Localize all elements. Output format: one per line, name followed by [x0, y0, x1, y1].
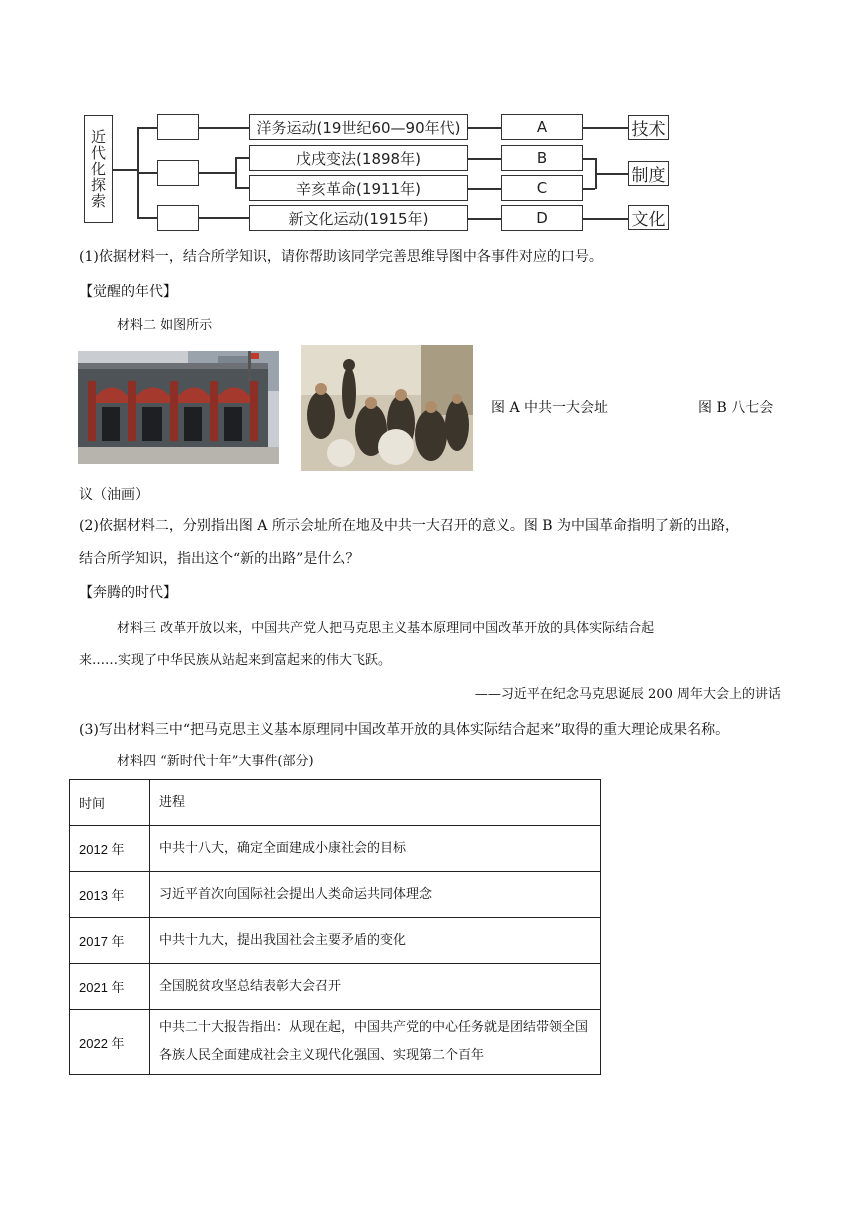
section-heading-rushing: 【奔腾的时代】	[79, 585, 177, 601]
table-cell-event: 中共二十大报告指出：从现在起，中国共产党的中心任务就是团结带领全国各族人民全面建成社会主义现代化强国、实现第二个百年	[150, 1010, 601, 1075]
material-3-line-1: 材料三 改革开放以来，中国共产党人把马克思主义基本原理同中国改革开放的具体实际结合起	[117, 621, 655, 636]
question-1: (1)依据材料一，结合所学知识，请你帮助该同学完善思维导图中各事件对应的口号。	[79, 249, 603, 265]
table-row	[70, 826, 601, 872]
table-cell-event: 习近平首次向国际社会提出人类命运共同体理念	[150, 872, 601, 918]
table-cell-year: 2022 年	[70, 1010, 150, 1075]
table-header-progress: 进程	[150, 780, 601, 826]
event-box-2: 戊戌变法(1898年)	[249, 145, 468, 171]
table-header-time: 时间	[70, 780, 150, 826]
table-cell-event: 中共十九大，提出我国社会主要矛盾的变化	[150, 918, 601, 964]
mind-map-diagram	[80, 110, 680, 235]
blank-box-2	[157, 160, 199, 186]
event-box-3: 辛亥革命(1911年)	[249, 175, 468, 201]
mind-map-root: 近代化探索	[84, 115, 113, 223]
question-2-line-1: (2)依据材料二，分别指出图 A 所示会址所在地及中共一大召开的意义。图 B 为中国革命指明了新的出路，	[79, 518, 740, 534]
blank-box-3	[157, 205, 199, 231]
table-cell-event: 中共十八大，确定全面建成小康社会的目标	[150, 826, 601, 872]
caption-figure-b-cont: 议（油画）	[79, 487, 149, 503]
question-2-line-2: 结合所学知识，指出这个“新的出路”是什么？	[79, 551, 360, 567]
table-cell-year: 2013 年	[70, 872, 150, 918]
material-3-source: ——习近平在纪念马克思诞辰 200 周年大会上的讲话	[474, 687, 781, 702]
caption-figure-a: 图 A 中共一大会址	[491, 400, 609, 416]
table-cell-year: 2012 年	[70, 826, 150, 872]
event-box-4: 新文化运动(1915年)	[249, 205, 468, 231]
material-2-title: 材料二 如图所示	[117, 318, 213, 333]
section-heading-awakening: 【觉醒的年代】	[79, 284, 177, 300]
new-era-events-table	[69, 779, 601, 1075]
photo-first-congress-site	[78, 351, 279, 464]
table-cell-event: 全国脱贫攻坚总结表彰大会召开	[150, 964, 601, 1010]
question-3: (3)写出材料三中“把马克思主义基本原理同中国改革开放的具体实际结合起来”取得的重大理论成果名称。	[79, 722, 730, 738]
slogan-box-c: C	[501, 175, 583, 201]
category-box-tech: 技术	[628, 115, 669, 140]
caption-figure-b: 图 B 八七会	[698, 400, 774, 416]
material-4-title: 材料四 “新时代十年”大事件(部分)	[117, 754, 314, 769]
table-cell-year: 2017 年	[70, 918, 150, 964]
event-box-1: 洋务运动(19世纪60—90年代)	[249, 114, 468, 140]
table-row	[70, 918, 601, 964]
slogan-box-d: D	[501, 205, 583, 231]
category-box-system: 制度	[628, 161, 669, 186]
category-box-culture: 文化	[628, 205, 669, 230]
material-3-line-2: 来……实现了中华民族从站起来到富起来的伟大飞跃。	[79, 653, 392, 668]
blank-box-1	[157, 114, 199, 140]
slogan-box-a: A	[501, 114, 583, 140]
table-row	[70, 964, 601, 1010]
table-row	[70, 1010, 601, 1075]
table-row	[70, 872, 601, 918]
slogan-box-b: B	[501, 145, 583, 171]
table-header-row	[70, 780, 601, 826]
painting-august-7-meeting	[301, 345, 473, 471]
table-cell-year: 2021 年	[70, 964, 150, 1010]
